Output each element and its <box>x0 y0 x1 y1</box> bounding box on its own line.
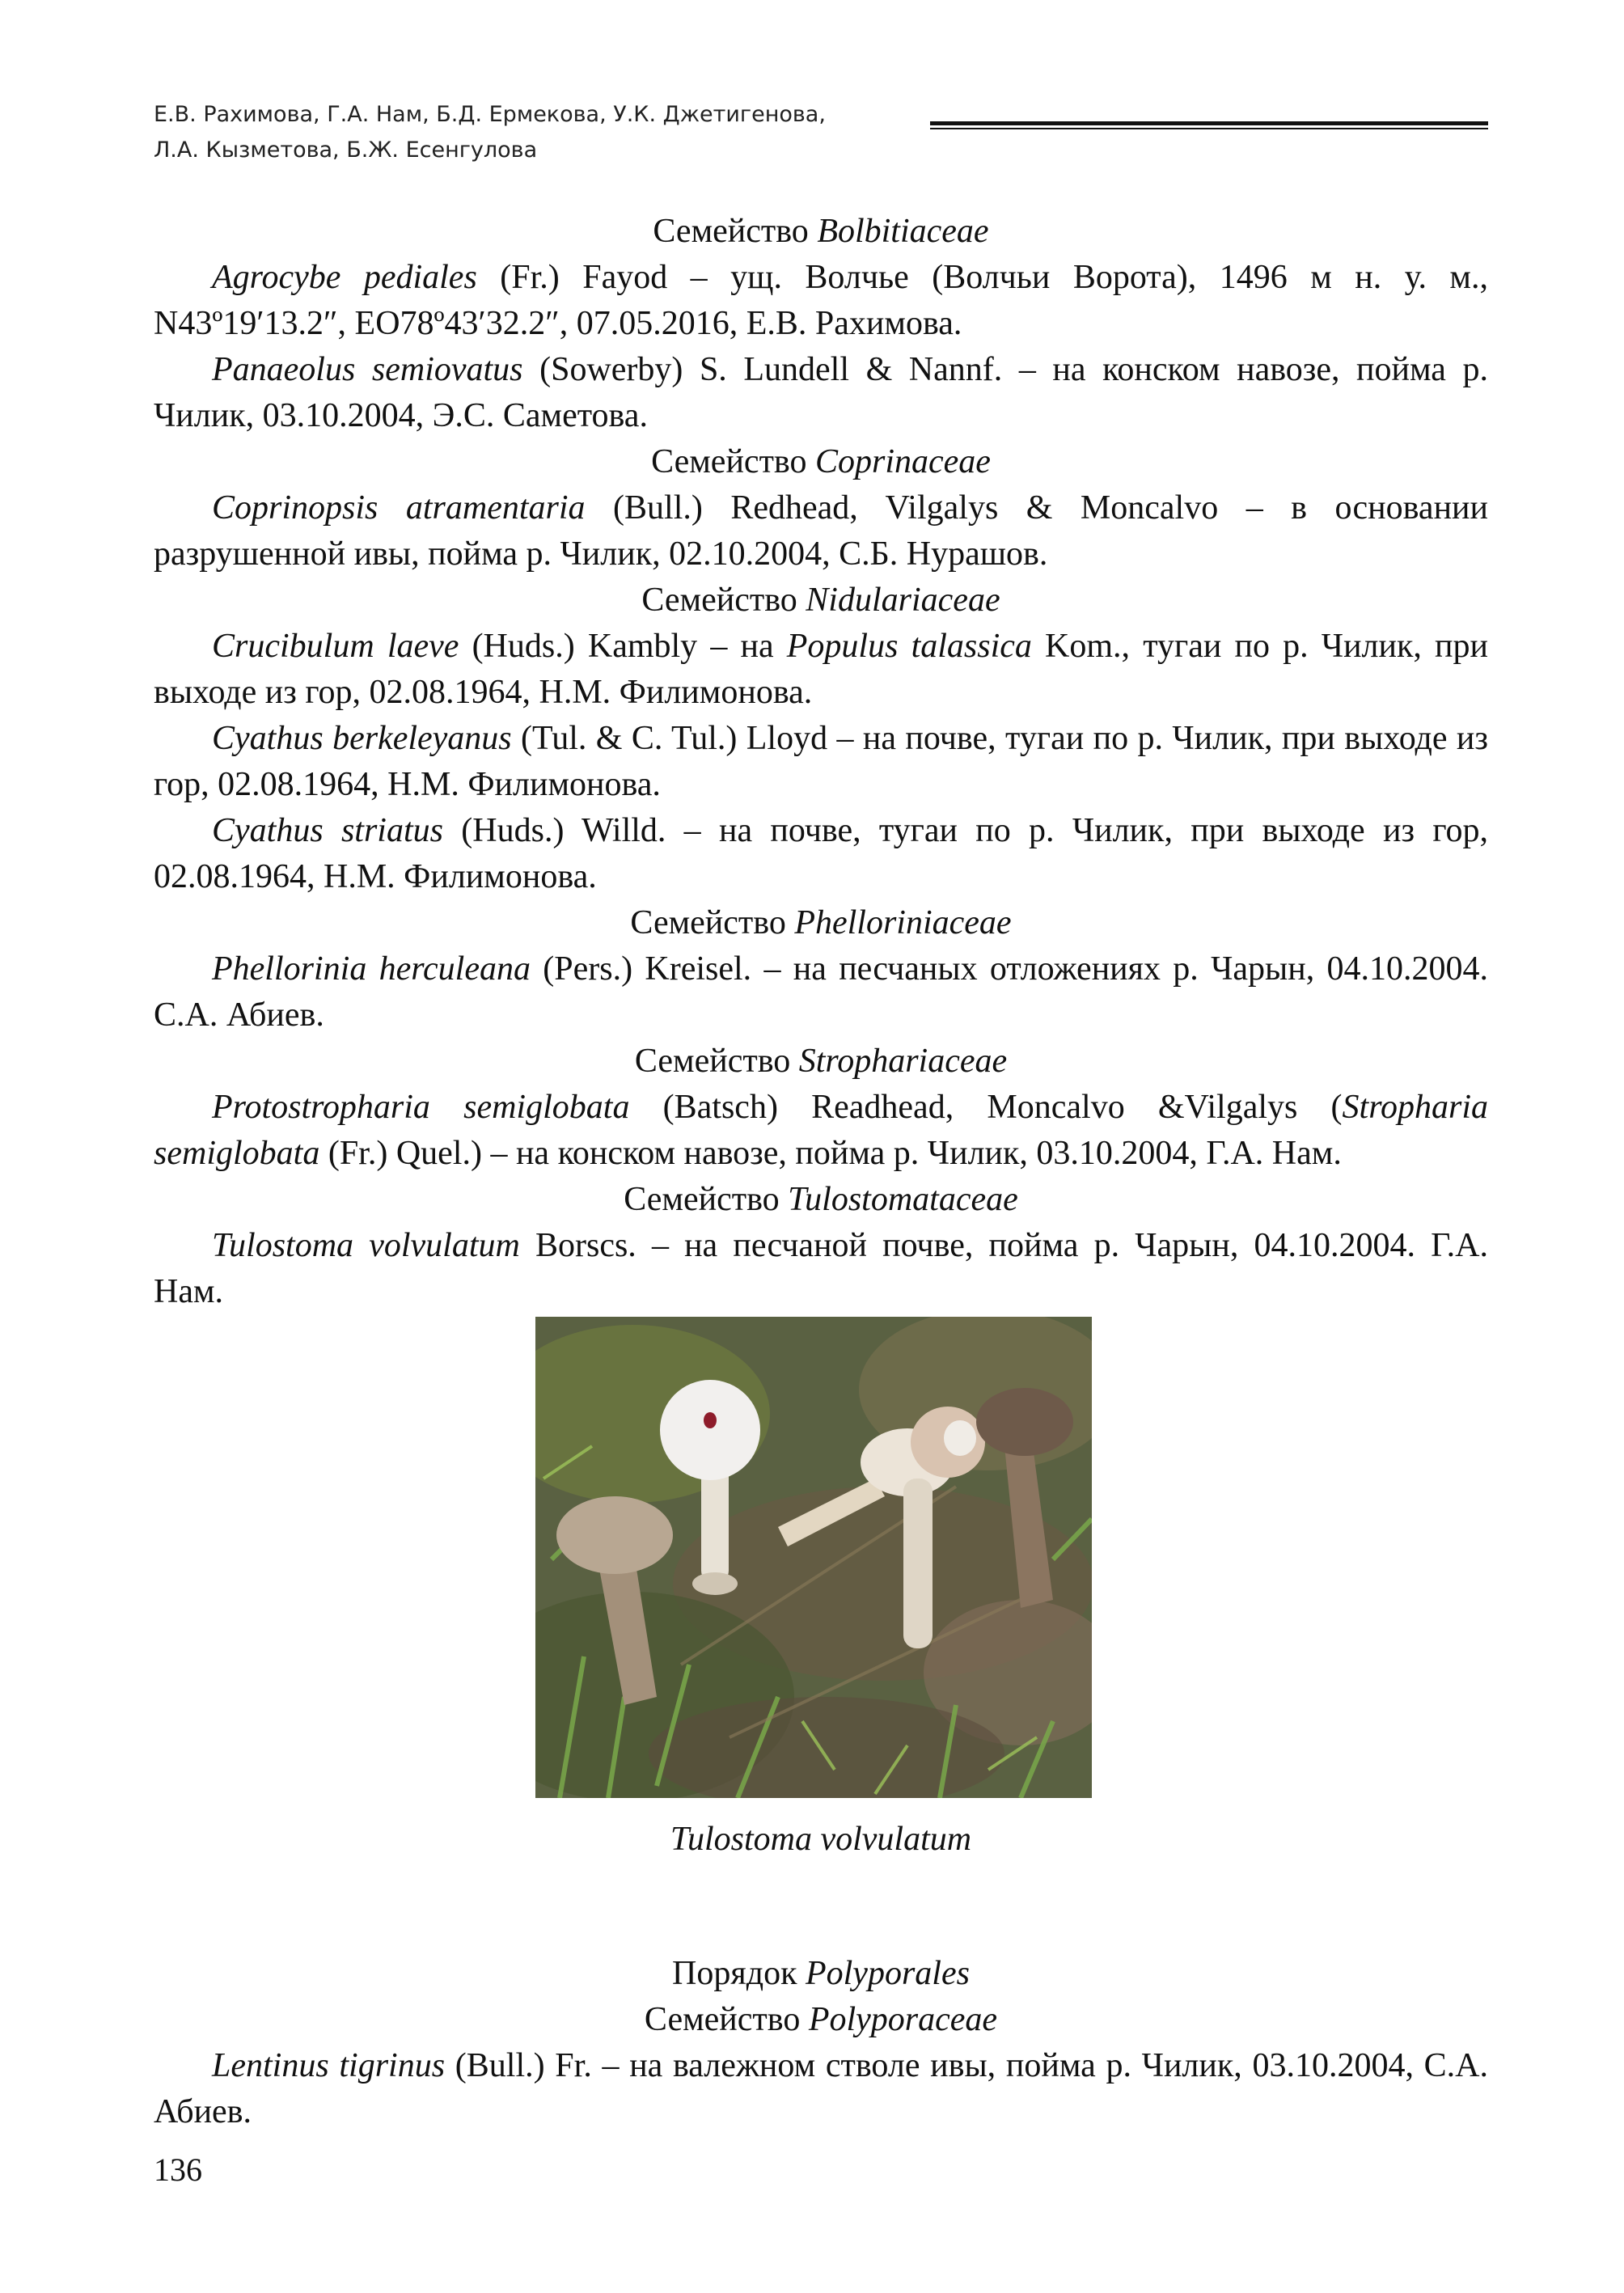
species-entry: Tulostoma volvulatum Borscs. – на песчаной почве, пойма р. Чарын, 04.10.2004. Г.А. Нам. <box>154 1227 1488 1310</box>
family-heading: Семейство Polyporaceae <box>644 2001 998 2038</box>
header-double-rule <box>930 121 1488 131</box>
family-heading: Семейство Tulostomataceae <box>624 1181 1018 1218</box>
species-entry: Panaeolus semiovatus (Sowerby) S. Lundell & Nannf. – на конском навозе, пойма р. Чилик, 03.10.2004, Э.С. Саметова. <box>154 351 1488 434</box>
species-entry: Coprinopsis atramentaria (Bull.) Redhead, Vilgalys & Moncalvo – в основании разрушенной ивы, пойма р. Чилик, 02.10.2004, С.Б. Нурашов. <box>154 489 1488 573</box>
family-heading: Семейство Coprinaceae <box>651 443 991 480</box>
species-entry: Cyathus berkeleyanus (Tul. & C. Tul.) Lloyd – на почве, тугаи по р. Чилик, при выходе из гор, 02.08.1964, Н.М. Филимонова. <box>154 720 1488 803</box>
header-authors-line-2: Л.А. Кызметова, Б.Ж. Есенгулова <box>154 137 538 163</box>
species-entry: Agrocybe pediales (Fr.) Fayod – ущ. Волчье (Волчьи Ворота), 1496 м н. у. м., N43º19′13.2″, EO78º43′32.2″, 07.05.2016, Е.В. Рахимова. <box>154 259 1488 342</box>
family-heading: Семейство Bolbitiaceae <box>653 213 989 250</box>
header-authors-line-1: Е.В. Рахимова, Г.А. Нам, Б.Д. Ермекова, У.К. Джетигенова, <box>154 102 826 127</box>
order-heading: Порядок Polyporales <box>672 1955 970 1992</box>
species-list <box>154 209 1488 1315</box>
family-heading: Семейство Phelloriniaceae <box>630 904 1012 941</box>
header-authors <box>154 97 898 168</box>
running-header <box>154 97 1488 170</box>
mushroom-photo <box>535 1317 1092 1798</box>
family-heading: Семейство Nidulariaceae <box>641 582 1000 619</box>
figure-caption: Tulostoma volvulatum <box>670 1821 972 1858</box>
page-number: 136 <box>154 2151 202 2188</box>
polyporales-section <box>154 1951 1488 2135</box>
family-heading: Семейство Strophariaceae <box>634 1043 1008 1080</box>
species-entry: Phellorinia herculeana (Pers.) Kreisel. – на песчаных отложениях р. Чарын, 04.10.2004. С.А. Абиев. <box>154 950 1488 1034</box>
species-entry: Protostropharia semiglobata (Batsch) Readhead, Moncalvo &Vilgalys (Stropharia semiglobata (Fr.) Quel.) – на конском навозе, пойма р. Чилик, 03.10.2004, Г.А. Нам. <box>154 1089 1489 1172</box>
species-entry: Crucibulum laeve (Huds.) Kambly – на Populus talassica Kom., тугаи по р. Чилик, при выходе из гор, 02.08.1964, Н.М. Филимонова. <box>154 628 1488 711</box>
species-entry: Lentinus tigrinus (Bull.) Fr. – на валежном стволе ивы, пойма р. Чилик, 03.10.2004, С.А. Абиев. <box>154 2047 1488 2130</box>
species-entry: Cyathus striatus (Huds.) Willd. – на почве, тугаи по р. Чилик, при выходе из гор, 02.08.1964, Н.М. Филимонова. <box>154 812 1488 895</box>
